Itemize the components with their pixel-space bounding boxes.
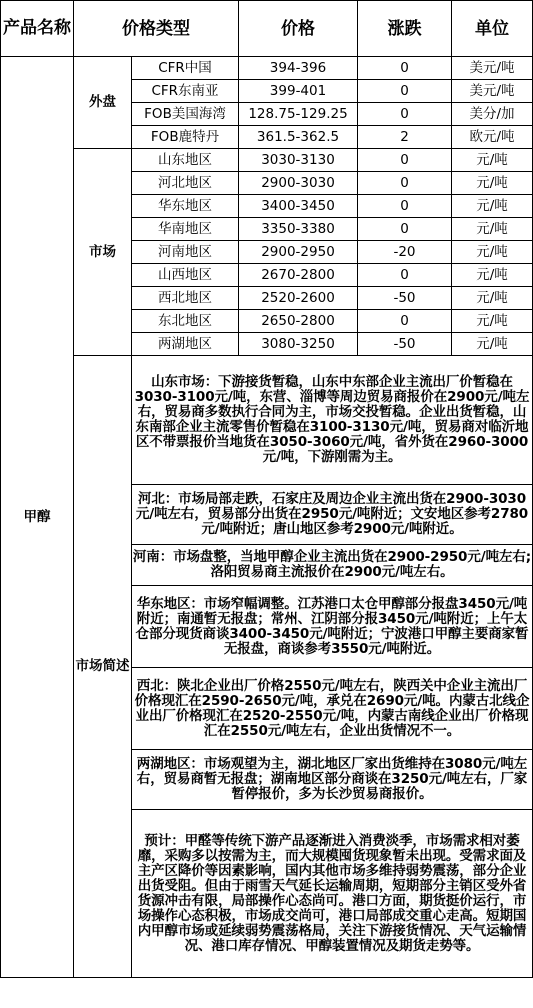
- header-price-type: 价格类型: [74, 1, 239, 57]
- row-unit: 元/吨: [452, 287, 533, 310]
- row-unit: 美元/吨: [452, 57, 533, 80]
- row-unit: 元/吨: [452, 149, 533, 172]
- row-price: 3080-3250: [239, 333, 358, 356]
- row-unit: 元/吨: [452, 333, 533, 356]
- row-name: 华东地区: [132, 195, 239, 218]
- description-lianghu: 两湖地区：市场观望为主，湖北地区厂家出货维持在3080元/吨左右，贸易商暂无报盘；湖南地区部分商谈在3250元/吨左右，厂家暂停报价，多为长沙贸易商报价。: [132, 750, 533, 810]
- row-price: 2900-3030: [239, 172, 358, 195]
- description-label: 市场简述: [74, 356, 132, 978]
- row-change: 0: [358, 57, 452, 80]
- desc-row: [1, 356, 533, 485]
- row-unit: 元/吨: [452, 241, 533, 264]
- row-unit: 元/吨: [452, 310, 533, 333]
- row-name: 两湖地区: [132, 333, 239, 356]
- row-unit: 美元/吨: [452, 80, 533, 103]
- row-name: FOB鹿特丹: [132, 126, 239, 149]
- row-price: 2650-2800: [239, 310, 358, 333]
- row-change: 2: [358, 126, 452, 149]
- group-label-overseas: 外盘: [74, 57, 132, 149]
- row-price: 2670-2800: [239, 264, 358, 287]
- row-price: 2900-2950: [239, 241, 358, 264]
- row-name: 东北地区: [132, 310, 239, 333]
- row-change: 0: [358, 172, 452, 195]
- row-name: 河南地区: [132, 241, 239, 264]
- row-change: 0: [358, 103, 452, 126]
- row-change: 0: [358, 310, 452, 333]
- row-price: 3400-3450: [239, 195, 358, 218]
- table-row: [1, 149, 533, 172]
- row-name: 山西地区: [132, 264, 239, 287]
- row-unit: 元/吨: [452, 218, 533, 241]
- row-name: 山东地区: [132, 149, 239, 172]
- row-unit: 元/吨: [452, 172, 533, 195]
- row-price: 399-401: [239, 80, 358, 103]
- description-forecast: 预计：甲醛等传统下游产品逐渐进入消费淡季，市场需求相对萎靡，采购多以按需为主，而大规模囤货现象暂未出现。受需求面及主产区降价等因素影响，国内其他市场多维持弱势震荡，部分企业出货受阻。但由于雨雪天气延长运输周期，短期部分主销区受外省货源冲击有限，局部操作心态尚可。港口方面，期货挺价运行，市场操作心态积极，市场成交尚可，港口局部成交重心走高。短期国内甲醇市场或延续弱势震荡格局，关注下游接货情况、天气运输情况、港口库存情况、甲醇装置情况及期货走势等。: [132, 810, 533, 978]
- row-name: CFR东南亚: [132, 80, 239, 103]
- row-change: 0: [358, 195, 452, 218]
- row-change: 0: [358, 149, 452, 172]
- description-xibei: 西北：陕北企业出厂价格2550元/吨左右，陕西关中企业主流出厂价格现汇在2590-2650元/吨，承兑在2690元/吨。内蒙古北线企业出厂价格现汇在2520-2550元/吨，内蒙古南线企业出厂价格现汇在2550元/吨左右，企业出货情况不一。: [132, 668, 533, 750]
- row-name: 河北地区: [132, 172, 239, 195]
- row-change: -50: [358, 287, 452, 310]
- row-price: 394-396: [239, 57, 358, 80]
- row-name: 华南地区: [132, 218, 239, 241]
- header-price: 价格: [239, 1, 358, 57]
- description-huadong: 华东地区：市场窄幅调整。江苏港口太仓甲醇部分报盘3450元/吨附近；南通暂无报盘；常州、江阴部分报3450元/吨附近；上午太仓部分现货商谈3400-3450元/吨附近；宁波港口甲醇主要商家暂无报盘，商谈参考3550元/吨附近。: [132, 586, 533, 668]
- row-change: 0: [358, 80, 452, 103]
- description-henan: 河南：市场盘整，当地甲醇企业主流出货在2900-2950元/吨左右;洛阳贸易商主流报价在2900元/吨左右。: [132, 545, 533, 586]
- row-change: -50: [358, 333, 452, 356]
- row-unit: 欧元/吨: [452, 126, 533, 149]
- row-price: 3350-3380: [239, 218, 358, 241]
- description-hebei: 河北：市场局部走跌，石家庄及周边企业主流出货在2900-3030元/吨左右，贸易部分出货在2950元/吨附近；文安地区参考2780元/吨附近；唐山地区参考2900元/吨附近。: [132, 485, 533, 545]
- header-change: 涨跌: [358, 1, 452, 57]
- row-unit: 元/吨: [452, 264, 533, 287]
- row-name: FOB美国海湾: [132, 103, 239, 126]
- description-shandong: 山东市场：下游接货暂稳，山东中东部企业主流出厂价暂稳在3030-3100元/吨，东营、淄博等周边贸易商报价在2900元/吨左右，贸易商多数执行合同为主，市场交投暂稳。企业出货暂稳，山东南部企业主流零售价暂稳在3100-3130元/吨，贸易商对临沂地区不带票报价当地货在3050-3060元/吨，省外货在2960-3000元/吨，下游刚需为主。: [132, 356, 533, 485]
- row-price: 3030-3130: [239, 149, 358, 172]
- table-header-row: [1, 1, 533, 57]
- header-product: 产品名称: [1, 1, 74, 57]
- row-change: 0: [358, 218, 452, 241]
- row-price: 2520-2600: [239, 287, 358, 310]
- row-price: 361.5-362.5: [239, 126, 358, 149]
- product-name: 甲醇: [1, 57, 74, 978]
- row-change: 0: [358, 264, 452, 287]
- row-unit: 美分/加: [452, 103, 533, 126]
- table-row: [1, 57, 533, 80]
- group-label-market: 市场: [74, 149, 132, 356]
- row-price: 128.75-129.25: [239, 103, 358, 126]
- row-name: 西北地区: [132, 287, 239, 310]
- row-unit: 元/吨: [452, 195, 533, 218]
- row-change: -20: [358, 241, 452, 264]
- row-name: CFR中国: [132, 57, 239, 80]
- header-unit: 单位: [452, 1, 533, 57]
